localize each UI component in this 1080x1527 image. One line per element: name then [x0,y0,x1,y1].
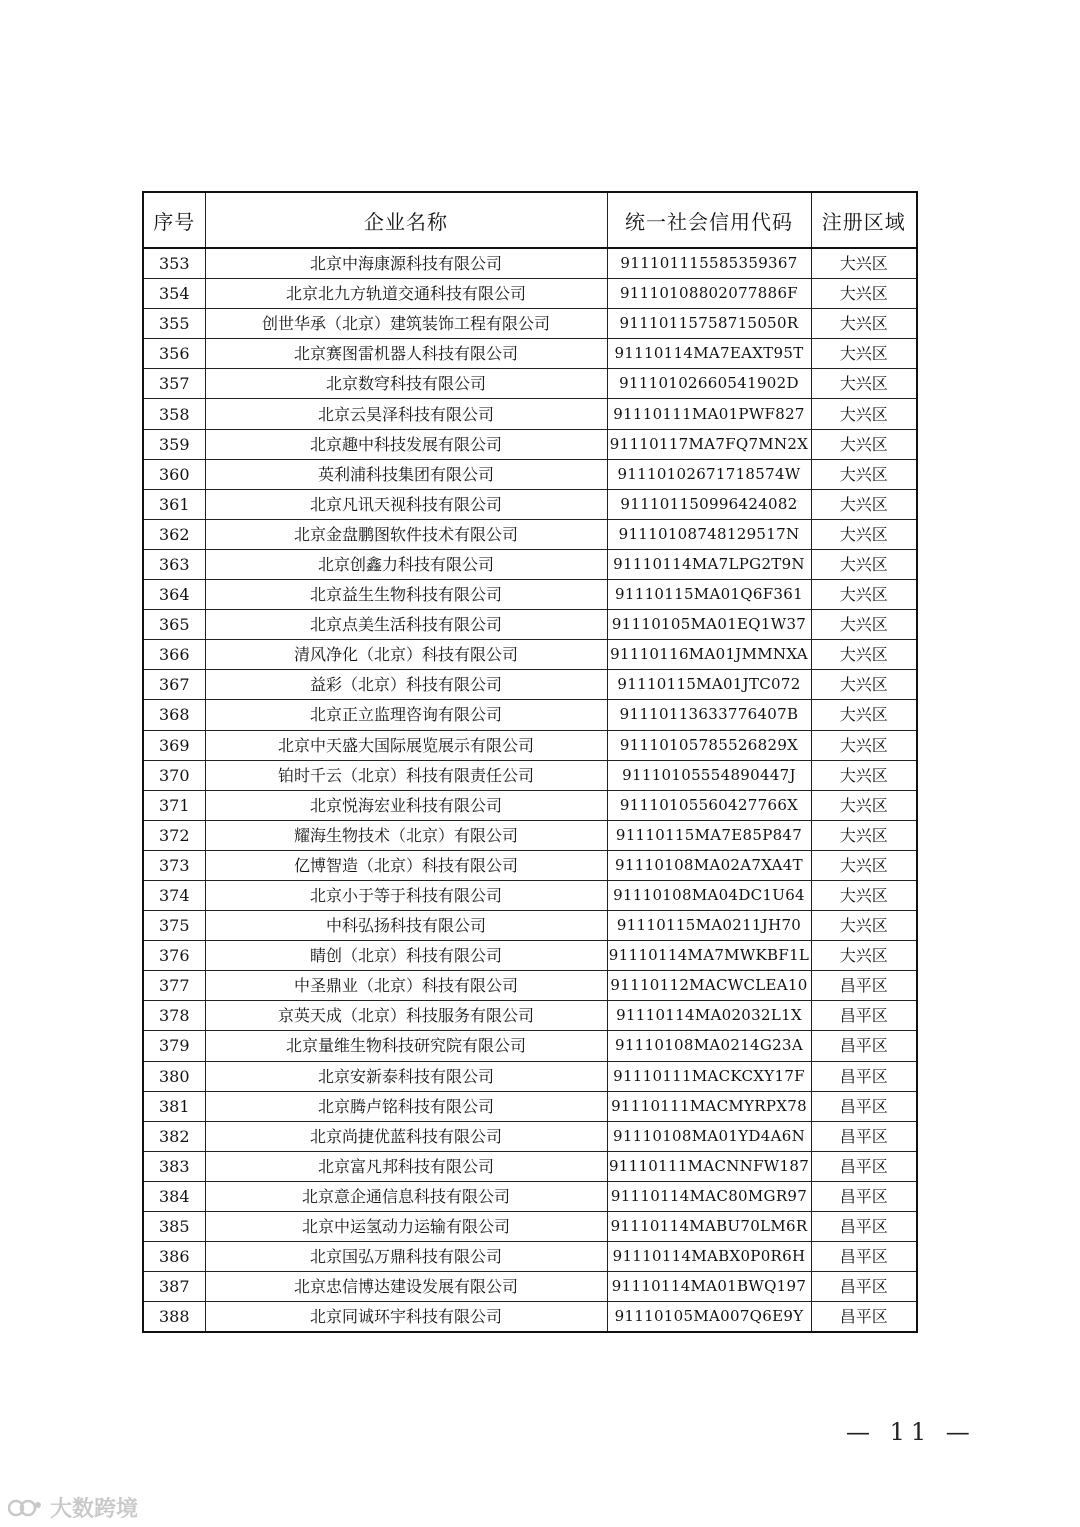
table-row [143,459,917,489]
credit-code: 911101150996424082 [607,489,811,519]
company-name: 睛创（北京）科技有限公司 [205,941,607,971]
credit-code: 91110105554890447J [607,760,811,790]
region: 大兴区 [811,580,917,610]
region: 大兴区 [811,911,917,941]
table-row [143,1121,917,1151]
region: 大兴区 [811,880,917,910]
credit-code: 91110114MA7LPG2T9N [607,549,811,579]
row-index: 361 [143,489,205,519]
credit-code: 91110115MA0211JH70 [607,911,811,941]
header-index: 序号 [143,192,205,248]
table-row [143,399,917,429]
row-index: 388 [143,1302,205,1333]
credit-code: 91110105MA007Q6E9Y [607,1302,811,1333]
region: 大兴区 [811,549,917,579]
region: 昌平区 [811,1272,917,1302]
table-row [143,850,917,880]
table-row [143,580,917,610]
region: 大兴区 [811,820,917,850]
row-index: 366 [143,640,205,670]
row-index: 387 [143,1272,205,1302]
table-row [143,489,917,519]
region: 大兴区 [811,248,917,279]
company-name: 北京中天盛大国际展览展示有限公司 [205,730,607,760]
credit-code: 91110102671718574W [607,459,811,489]
row-index: 364 [143,580,205,610]
company-name: 北京忠信博达建设发展有限公司 [205,1272,607,1302]
region: 大兴区 [811,489,917,519]
table-row [143,309,917,339]
company-name: 耀海生物技术（北京）有限公司 [205,820,607,850]
table-row [143,1151,917,1181]
region: 大兴区 [811,610,917,640]
credit-code: 91110108MA0214G23A [607,1031,811,1061]
company-name: 创世华承（北京）建筑装饰工程有限公司 [205,309,607,339]
table-row [143,1001,917,1031]
row-index: 370 [143,760,205,790]
region: 大兴区 [811,309,917,339]
credit-code: 91110105560427766X [607,790,811,820]
row-index: 360 [143,459,205,489]
company-name: 京英天成（北京）科技服务有限公司 [205,1001,607,1031]
credit-code: 91110115MA7E85P847 [607,820,811,850]
table-row [143,369,917,399]
row-index: 376 [143,941,205,971]
company-name: 北京安新泰科技有限公司 [205,1061,607,1091]
region: 昌平区 [811,1031,917,1061]
company-name: 北京金盘鹏图软件技术有限公司 [205,519,607,549]
table-row [143,670,917,700]
row-index: 365 [143,610,205,640]
row-index: 356 [143,339,205,369]
credit-code: 91110102660541902D [607,369,811,399]
table-row [143,1061,917,1091]
row-index: 379 [143,1031,205,1061]
row-index: 369 [143,730,205,760]
region: 大兴区 [811,640,917,670]
region: 昌平区 [811,1151,917,1181]
region: 大兴区 [811,519,917,549]
row-index: 357 [143,369,205,399]
credit-code: 91110114MA7MWKBF1L [607,941,811,971]
company-name: 北京凡讯天视科技有限公司 [205,489,607,519]
row-index: 359 [143,429,205,459]
credit-code: 91110113633776407B [607,700,811,730]
company-name: 北京量维生物科技研究院有限公司 [205,1031,607,1061]
credit-code: 91110114MAC80MGR97 [607,1181,811,1211]
company-name: 益彩（北京）科技有限公司 [205,670,607,700]
row-index: 378 [143,1001,205,1031]
row-index: 362 [143,519,205,549]
table-row [143,730,917,760]
table-row [143,1091,917,1121]
region: 大兴区 [811,429,917,459]
row-index: 385 [143,1212,205,1242]
region: 昌平区 [811,1001,917,1031]
credit-code: 91110114MA7EAXT95T [607,339,811,369]
row-index: 382 [143,1121,205,1151]
credit-code: 91110115MA01JTC072 [607,670,811,700]
table-row [143,1181,917,1211]
table-header-row [143,192,917,248]
region: 大兴区 [811,790,917,820]
credit-code: 91110114MA01BWQ197 [607,1272,811,1302]
region: 昌平区 [811,1181,917,1211]
company-name: 北京同诚环宇科技有限公司 [205,1302,607,1333]
row-index: 374 [143,880,205,910]
row-index: 377 [143,971,205,1001]
row-index: 380 [143,1061,205,1091]
region: 昌平区 [811,1091,917,1121]
table-row [143,941,917,971]
watermark [8,1492,138,1523]
company-name: 北京腾卢铭科技有限公司 [205,1091,607,1121]
credit-code: 91110108MA04DC1U64 [607,880,811,910]
table-row [143,640,917,670]
credit-code: 91110114MABU70LM6R [607,1212,811,1242]
region: 大兴区 [811,339,917,369]
credit-code: 91110111MACKCXY17F [607,1061,811,1091]
table-row [143,880,917,910]
credit-code: 91110111MACMYRPX78 [607,1091,811,1121]
company-name: 铂时千云（北京）科技有限责任公司 [205,760,607,790]
region: 昌平区 [811,1121,917,1151]
credit-code: 91110112MACWCLEA10 [607,971,811,1001]
credit-code: 91110114MA02032L1X [607,1001,811,1031]
table-row [143,1031,917,1061]
company-name: 北京富凡邦科技有限公司 [205,1151,607,1181]
company-name: 北京北九方轨道交通科技有限公司 [205,279,607,309]
credit-code: 91110108802077886F [607,279,811,309]
table-row [143,248,917,279]
region: 昌平区 [811,971,917,1001]
credit-code: 91110108MA01YD4A6N [607,1121,811,1151]
table-row [143,279,917,309]
company-name: 清风净化（北京）科技有限公司 [205,640,607,670]
region: 大兴区 [811,369,917,399]
region: 大兴区 [811,279,917,309]
row-index: 372 [143,820,205,850]
row-index: 381 [143,1091,205,1121]
row-index: 358 [143,399,205,429]
company-name: 北京趣中科技发展有限公司 [205,429,607,459]
row-index: 354 [143,279,205,309]
company-name: 北京中海康源科技有限公司 [205,248,607,279]
credit-code: 91110105785526829X [607,730,811,760]
row-index: 386 [143,1242,205,1272]
company-name: 北京悦海宏业科技有限公司 [205,790,607,820]
watermark-text: 大数跨境 [50,1497,139,1522]
header-company-name: 企业名称 [205,192,607,248]
region: 大兴区 [811,730,917,760]
table-row [143,911,917,941]
region: 大兴区 [811,700,917,730]
company-name: 亿博智造（北京）科技有限公司 [205,850,607,880]
table-body [143,248,917,1332]
credit-code: 91110114MABX0P0R6H [607,1242,811,1272]
company-name: 中圣鼎业（北京）科技有限公司 [205,971,607,1001]
region: 大兴区 [811,760,917,790]
row-index: 353 [143,248,205,279]
row-index: 368 [143,700,205,730]
company-name: 中科弘扬科技有限公司 [205,911,607,941]
table-row [143,1212,917,1242]
table-row [143,971,917,1001]
table-row [143,1272,917,1302]
company-name: 北京意企通信息科技有限公司 [205,1181,607,1211]
table-row [143,1302,917,1333]
region: 大兴区 [811,670,917,700]
company-name: 北京小于等于科技有限公司 [205,880,607,910]
row-index: 355 [143,309,205,339]
company-name: 北京创鑫力科技有限公司 [205,549,607,579]
company-name: 北京正立监理咨询有限公司 [205,700,607,730]
credit-code: 91110117MA7FQ7MN2X [607,429,811,459]
credit-code: 91110116MA01JMMNXA [607,640,811,670]
table-row [143,820,917,850]
company-name: 北京赛图雷机器人科技有限公司 [205,339,607,369]
row-index: 367 [143,670,205,700]
row-index: 375 [143,911,205,941]
region: 大兴区 [811,399,917,429]
row-index: 384 [143,1181,205,1211]
table-row [143,549,917,579]
company-name: 北京益生生物科技有限公司 [205,580,607,610]
region: 昌平区 [811,1302,917,1333]
credit-code: 91110108MA02A7XA4T [607,850,811,880]
region: 昌平区 [811,1061,917,1091]
company-name: 英利浦科技集团有限公司 [205,459,607,489]
company-name: 北京国弘万鼎科技有限公司 [205,1242,607,1272]
table-row [143,610,917,640]
region: 大兴区 [811,941,917,971]
company-name: 北京中运氢动力运输有限公司 [205,1212,607,1242]
watermark-logo-icon [8,1497,44,1519]
company-name: 北京云昊泽科技有限公司 [205,399,607,429]
credit-code: 91110115MA01Q6F361 [607,580,811,610]
credit-code: 91110111MA01PWF827 [607,399,811,429]
row-index: 363 [143,549,205,579]
header-credit-code: 统一社会信用代码 [607,192,811,248]
header-region: 注册区域 [811,192,917,248]
table-row [143,339,917,369]
row-index: 373 [143,850,205,880]
credit-code: 91110105MA01EQ1W37 [607,610,811,640]
table-row [143,700,917,730]
table-row [143,1242,917,1272]
credit-code: 91110108748129517N [607,519,811,549]
region: 昌平区 [811,1212,917,1242]
region: 昌平区 [811,1242,917,1272]
table-row [143,519,917,549]
table-row [143,760,917,790]
company-name: 北京点美生活科技有限公司 [205,610,607,640]
region: 大兴区 [811,459,917,489]
table-row [143,790,917,820]
enterprise-table [142,191,918,1333]
credit-code: 911101115585359367 [607,248,811,279]
page-number: — 11 — [846,1418,976,1446]
credit-code: 91110111MACNNFW187 [607,1151,811,1181]
company-name: 北京数穹科技有限公司 [205,369,607,399]
region: 大兴区 [811,850,917,880]
company-name: 北京尚捷优蓝科技有限公司 [205,1121,607,1151]
row-index: 371 [143,790,205,820]
row-index: 383 [143,1151,205,1181]
credit-code: 91110115758715050R [607,309,811,339]
table-row [143,429,917,459]
